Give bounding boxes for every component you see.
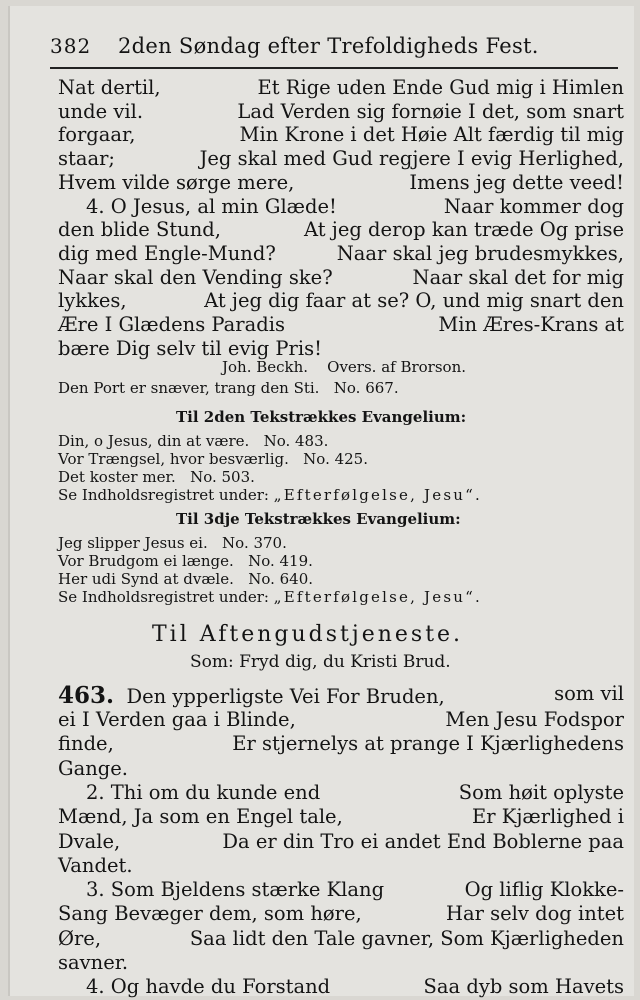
verse-line-left: unde vil. bbox=[58, 99, 144, 123]
verse-line-left: lykkes, bbox=[58, 289, 127, 313]
verse-line-left: staar; bbox=[58, 147, 115, 171]
verse-line bbox=[58, 830, 624, 853]
verse-line bbox=[58, 218, 624, 241]
verse-line-right: Jeg skal med Gud regjere I evig Herlighed, bbox=[199, 147, 624, 171]
verse-line-left: dig med Engle-Mund? bbox=[58, 241, 276, 265]
list-item-text: Din, o Jesus, din at være. bbox=[58, 432, 250, 450]
verse-line bbox=[58, 76, 624, 99]
verse-line bbox=[58, 242, 624, 265]
attribution-author: Joh. Beckh. bbox=[222, 358, 309, 376]
verse-line-right: Min Krone i det Høie Alt færdig til mig bbox=[239, 123, 624, 147]
list-item-text: Her udi Synd at dvæle. bbox=[58, 570, 234, 588]
verse-line-right: Har selv dog intet bbox=[445, 902, 624, 926]
verse-line bbox=[58, 171, 624, 194]
verse-line-left: bære Dig selv til evig Pris! bbox=[58, 336, 322, 360]
see-prefix: Se Indholdsregistret under: bbox=[58, 486, 269, 504]
verse-line-left: savner. bbox=[58, 951, 129, 974]
list-item bbox=[58, 552, 313, 570]
verse-line-right: Som høit oplyste bbox=[458, 780, 624, 804]
attribution bbox=[222, 358, 466, 376]
list-item bbox=[58, 534, 287, 552]
list-item bbox=[58, 450, 368, 468]
verse-line bbox=[86, 878, 624, 901]
verse-line bbox=[58, 708, 624, 731]
verse-line bbox=[58, 123, 624, 146]
list-item-text: Vor Brudgom ei længe. bbox=[58, 552, 234, 570]
book-page bbox=[8, 6, 634, 999]
list-item bbox=[58, 468, 255, 486]
page-number: 382 bbox=[50, 34, 92, 58]
list-item bbox=[58, 432, 328, 450]
verse-line bbox=[58, 732, 624, 755]
running-title: 2den Søndag efter Trefoldigheds Fest. bbox=[118, 34, 539, 58]
verse-line bbox=[58, 757, 128, 780]
verse-line-left: 3. Som Bjeldens stærke Klang bbox=[86, 878, 385, 902]
verse-line-left: 4. O Jesus, al min Glæde! bbox=[86, 194, 337, 218]
see-target: „Efterfølgelse, Jesu“. bbox=[273, 588, 482, 606]
list-item-text: Jeg slipper Jesus ei. bbox=[58, 534, 208, 552]
verse-line-right: Et Rige uden Ende Gud mig i Himlen bbox=[257, 76, 624, 99]
verse-line bbox=[86, 975, 624, 998]
header-rule bbox=[50, 67, 618, 69]
reference-line bbox=[58, 379, 399, 397]
verse-line-right: Lad Verden sig fornøie I det, som snart bbox=[237, 99, 624, 123]
list-item-number: No. 370. bbox=[222, 534, 287, 552]
verse-line bbox=[58, 100, 624, 123]
verse-line-right: Naar skal det for mig bbox=[412, 265, 624, 289]
verse-line bbox=[58, 805, 624, 828]
section-3dje-heading: Til 3dje Tekstrækkes Evangelium: bbox=[176, 510, 461, 528]
list-item-text: Det koster mer. bbox=[58, 468, 176, 486]
list-item-number: No. 425. bbox=[303, 450, 368, 468]
verse-line-left: 4. Og havde du Forstand bbox=[86, 975, 331, 999]
verse-line-left: den blide Stund, bbox=[58, 218, 221, 242]
verse-line-left: Øre, bbox=[58, 926, 102, 950]
verse-line-right: At jeg dig faar at se? O, und mig snart den bbox=[204, 289, 624, 313]
verse-line bbox=[58, 266, 624, 289]
verse-line-right: Og liflig Klokke- bbox=[464, 878, 624, 902]
verse-line bbox=[86, 781, 624, 804]
verse-line-right: Imens jeg dette veed! bbox=[409, 170, 624, 194]
verse-line bbox=[58, 313, 624, 336]
aften-heading: Til Aftengudstjeneste. bbox=[152, 622, 464, 647]
verse-line-left: forgaar, bbox=[58, 123, 136, 147]
verse-line-right: Er stjernelys at prange I Kjærlighedens bbox=[232, 732, 624, 756]
list-item bbox=[58, 570, 313, 588]
see-reference bbox=[58, 486, 482, 504]
see-prefix: Se Indholdsregistret under: bbox=[58, 588, 269, 606]
verse-line-left: Vandet. bbox=[58, 853, 133, 877]
verse-line bbox=[58, 927, 624, 950]
verse-line-left: Naar skal den Vending ske? bbox=[58, 265, 333, 289]
verse-line-left: Sang Bevæger dem, som høre, bbox=[58, 902, 362, 926]
see-reference bbox=[58, 588, 482, 606]
verse-line-right: Saa lidt den Tale gavner, Som Kjærligheden bbox=[189, 926, 624, 950]
list-item-number: No. 483. bbox=[263, 432, 329, 450]
verse-line-right: Naar skal jeg brudesmykkes, bbox=[336, 241, 624, 265]
reference-text: Den Port er snæver, trang den Sti. bbox=[58, 379, 320, 397]
hymn-number: 463. bbox=[58, 682, 115, 709]
melody-line: Som: Fryd dig, du Kristi Brud. bbox=[190, 652, 451, 672]
verse-line-left: Nat dertil, bbox=[58, 76, 161, 99]
see-target: „Efterfølgelse, Jesu“. bbox=[273, 486, 482, 504]
list-item-number: No. 503. bbox=[190, 468, 255, 486]
verse-line-right: Da er din Tro ei andet End Boblerne paa bbox=[222, 829, 624, 853]
verse-line bbox=[58, 951, 128, 974]
list-item-number: No. 419. bbox=[248, 552, 313, 570]
list-item-text: Vor Trængsel, hvor besværlig. bbox=[58, 450, 289, 468]
verse-line-left: Hvem vilde sørge mere, bbox=[58, 170, 295, 194]
verse-line-left: ei I Verden gaa i Blinde, bbox=[58, 708, 296, 731]
verse-line bbox=[58, 854, 133, 877]
reference-number: No. 667. bbox=[333, 379, 399, 397]
verse-line bbox=[58, 147, 624, 170]
verse-line-left: Dvale, bbox=[58, 829, 121, 853]
verse-line bbox=[58, 337, 322, 360]
verse-line-right: At jeg derop kan træde Og prise bbox=[304, 218, 624, 242]
verse-line bbox=[58, 289, 624, 312]
section-2den-heading: Til 2den Tekstrækkes Evangelium: bbox=[176, 408, 467, 426]
verse-line-right: Men Jesu Fodspor bbox=[445, 708, 624, 731]
verse-line bbox=[86, 195, 624, 218]
verse-line bbox=[58, 902, 624, 925]
verse-line-left: finde, bbox=[58, 732, 114, 756]
verse-line-left: 2. Thi om du kunde end bbox=[86, 780, 321, 804]
verse-line-right: Er Kjærlighed i bbox=[472, 805, 624, 829]
verse-line-left: Den ypperligste Vei For Bruden, bbox=[126, 685, 445, 708]
list-item-number: No. 640. bbox=[248, 570, 314, 588]
verse-line-left: Ære I Glædens Paradis bbox=[58, 313, 285, 336]
verse-line-left: Gange. bbox=[58, 756, 128, 780]
verse-line-right: Saa dyb som Havets bbox=[423, 975, 624, 999]
verse-line-left: Mænd, Ja som en Engel tale, bbox=[58, 805, 343, 829]
verse-line-right: som vil bbox=[554, 682, 624, 705]
verse-line-right: Min Æres-Krans at bbox=[438, 313, 624, 336]
verse-line-right: Naar kommer dog bbox=[443, 194, 624, 218]
hymn-463-first-line bbox=[58, 682, 624, 709]
attribution-translator: Overs. af Brorson. bbox=[327, 358, 467, 376]
